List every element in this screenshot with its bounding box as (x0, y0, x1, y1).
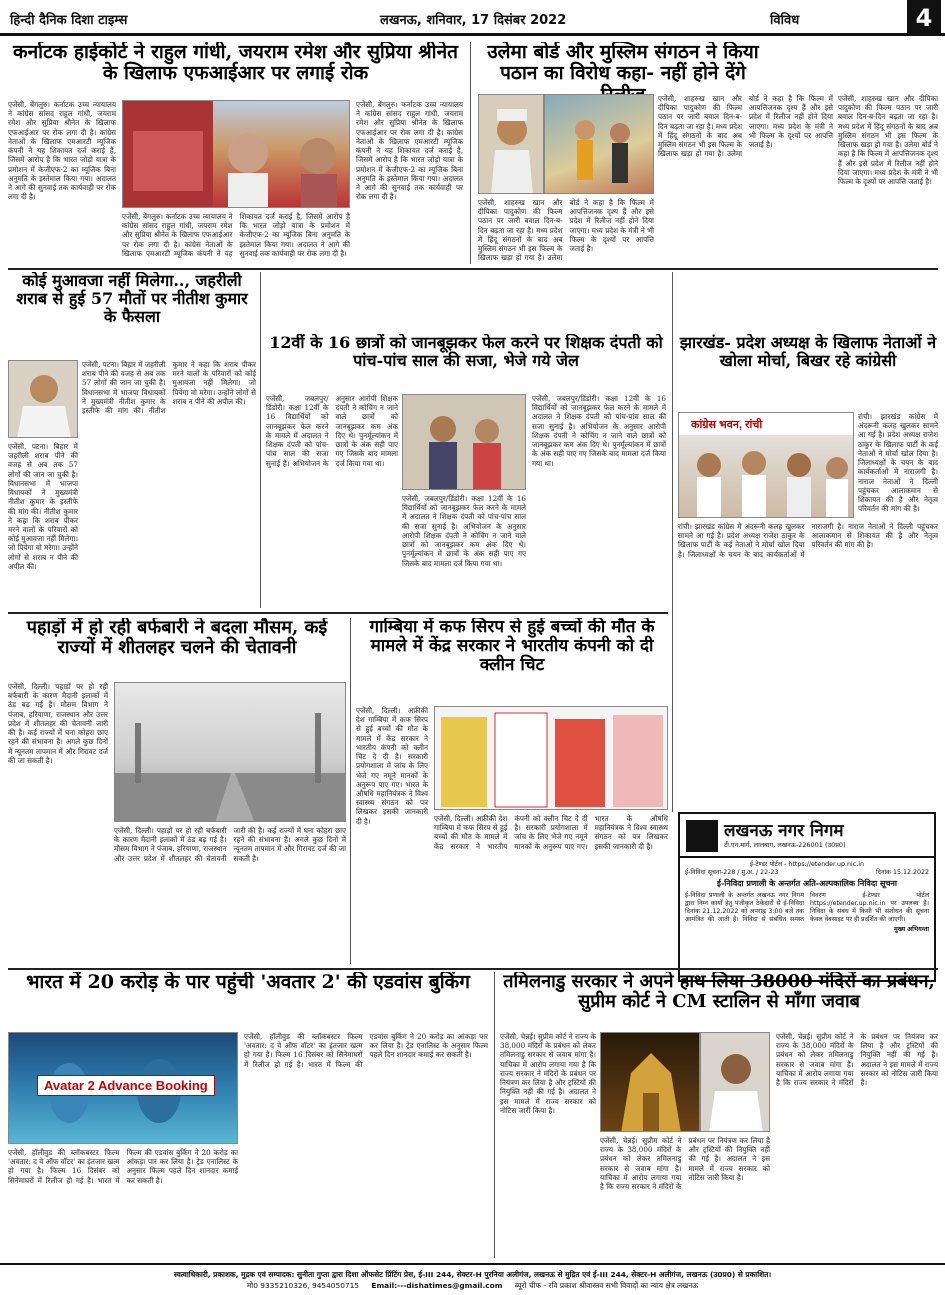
jharkhand-body (858, 412, 938, 518)
tamilnadu-body (500, 1032, 596, 1258)
divider (8, 968, 938, 970)
jharkhand-body-2 (678, 522, 938, 810)
nitish-body-col2: एजेंसी, पटना। बिहार में जहरीली शराब पीने की वजह से अब तक 57 लोगों की जान जा चुकी है। विधानसभा में भाजपा विधायकों ने मुख्यमंत्री नीतीश कुमार के इस्तीफे की मांग की। नीतीश कुमार ने कहा कि शराब पीकर मरने वालों के परिवारों को कोई मुआवजा नहीं मिलेगा। जो पियेगा वो मरेगा। उन्होंने लोगों से शराब न पीने की अपील की। (8, 442, 78, 571)
nagar-nigam-advert (678, 812, 936, 982)
story-avatar (8, 972, 488, 1258)
teachers-body-col2: एजेंसी, जबलपुर/डिंडोरी। कक्षा 12वीं के 16 विद्यार्थियों को जानबूझकर फेल करने के मामले में अदालत ने शिक्षक दंपती को पांच-पांच साल की सजा सुनाई है। अभियोजन के अनुसार आरोपी शिक्षक दंपती ने कोचिंग न जाने वाले छात्रों को जानबूझकर कम अंक दिए थे। पुनर्मूल्यांकन में छात्रों के अंक सही पाए गए जिसके बाद मामला दर्ज किया गया था। (402, 494, 526, 568)
advert-title: लखनऊ नगर निगम (724, 821, 844, 841)
advert-address: टी.एन.मार्ग, लालबाग, लखनऊ-226001 (उ0प्र0) (724, 841, 846, 849)
pathan-body-col3: एजेंसी, शाहरुख खान और दीपिका पादुकोण की फिल्म पठान पर जारी बवाल दिन-ब-दिन बढ़ता जा रहा है। मध्य प्रदेश में हिंदू संगठनों के बाद अब मुस्लिम संगठन भी इस फिल्म के खिलाफ खड़ा हो गया है। उलेमा बोर्ड ने कहा है कि फिल्म में आपत्तिजनक दृश्य हैं और इसे प्रदेश में रिलीज नहीं होने दिया जाएगा। मध्य प्रदेश के मंत्री ने भी फिल्म के दृश्यों पर आपत्ति जताई है। (838, 94, 938, 186)
story-jharkhand (678, 334, 938, 810)
advert-caption: ई-निविदा प्रणाली के अन्तर्गत अति-अल्पकालिक निविदा सूचना (717, 879, 897, 889)
teachers-body-2 (402, 494, 526, 608)
page-number: 4 (907, 0, 941, 36)
avatar-headline: भारत में 20 करोड़ के पार पहुंची 'अवतार 2' की एडवांस बुकिंग (26, 972, 470, 993)
pathan-body (478, 198, 654, 264)
pathan-headline: उलेमा बोर्ड और मुस्लिम संगठन ने किया पठान का विरोध कहा- नहीं होने देंगे (487, 42, 759, 85)
tamilnadu-headline: तमिलनाडु सरकार ने अपने हाथ लिया 38000 मंदिरों का प्रबंधन, सुप्रीम कोर्ट ने CM स्टालिन से माँगा जवाब (503, 972, 935, 1013)
tamilnadu-body-2 (600, 1136, 770, 1258)
karnataka-collage-image (123, 101, 350, 208)
karnataka-body-2 (122, 212, 350, 264)
imprint-line: स्वत्वाधिकारी, प्रकाशक, मुद्रक एवं सम्पादक: सुनीता गुप्ता द्वारा दिशा ऑफसेट प्रिंटिंग प्रेस, ई-III 244, सेक्टर-H पुरनिया अलीगंज, लखनऊ से मुद्रित एवं ई-III 244, सेक्टर-H अलीगंज, लखनऊ (उ0प्र0) से प्रकाशित। (173, 1270, 772, 1279)
gambia-body-col1: एजेंसी, दिल्ली। अफ्रीकी देश गाम्बिया में कफ सिरप से हुई बच्चों की मौत के मामले में केंद्र सरकार ने भारतीय कंपनी को क्लीन चिट दे दी है। सरकारी प्रयोगशाला में जांच के लिए भेजे गए नमूने मानकों के अनुरूप पाए गए। भारत के औषधि महानियंत्रक ने विश्व स्वास्थ्य संगठन को पत्र लिखकर इसकी जानकारी दी है। (356, 706, 428, 826)
pathan-body-3 (838, 94, 938, 264)
advert-portal: ई-टेण्डर पोर्टल - https://etender.up.nic.in (750, 861, 864, 868)
karnataka-body (8, 100, 116, 264)
jharkhand-body-col1: रांची। झारखंड कांग्रेस में अंदरूनी कलह खुलकर सामने आ गई है। प्रदेश अध्यक्ष राजेश ठाकुर के खिलाफ पार्टी के कई नेताओं ने मोर्चा खोल दिया है। जिलाध्यक्षों के चयन के बाद कार्यकर्ताओं में नाराजगी है। नाराज नेताओं ने दिल्ली पहुंचकर आलाकमान से शिकायत की है और नेतृत्व परिवर्तन की मांग की है। (858, 412, 938, 514)
pathan-body-col2: एजेंसी, शाहरुख खान और दीपिका पादुकोण की फिल्म पठान पर जारी बवाल दिन-ब-दिन बढ़ता जा रहा है। मध्य प्रदेश में हिंदू संगठनों के बाद अब मुस्लिम संगठन भी इस फिल्म के खिलाफ खड़ा हो गया है। उलेमा बोर्ड ने कहा है कि फिल्म में आपत्तिजनक दृश्य हैं और इसे प्रदेश में रिलीज नहीं होने दिया जाएगा। मध्य प्रदेश के मंत्री ने भी फिल्म के दृश्यों पर आपत्ति जताई है। (658, 94, 833, 159)
divider (494, 972, 495, 1258)
divider (350, 618, 351, 964)
karnataka-body-col3: एजेंसी, बेंगलुरु। कर्नाटक उच्च न्यायालय ने कांग्रेस सांसद राहुल गांधी, जयराम रमेश और सुप्रिया श्रीनेत के खिलाफ एफआईआर पर रोक लगा दी है। कांग्रेस नेताओं के खिलाफ एमआरटी म्यूजिक कंपनी ने यह शिकायत दर्ज कराई है, जिसमें आरोप है कि भारत जोड़ो यात्रा के प्रमोशन में केजीएफ-2 का म्यूजिक बिना अनुमति के इस्तेमाल किया गया। अदालत ने आगे की सुनवाई तक कार्यवाही पर रोक लगा दी है। (356, 100, 463, 202)
fog-road-image (115, 683, 346, 822)
advert-header (680, 814, 934, 858)
story-tamilnadu (500, 972, 938, 1258)
divider (8, 268, 938, 270)
gambia-photo (434, 706, 668, 810)
weather-headline: पहाड़ों में हो रही बर्फबारी ने बदला मौसम, कई राज्यों में शीतलहर चलने की चेतावनी (26, 618, 328, 659)
advert-notice-date: दिनांक 15.12.2022 (876, 869, 929, 877)
advert-signature: मुख्य अभियन्ता (894, 926, 929, 934)
stalin-portrait-image (701, 1033, 770, 1132)
imprint-footer (0, 1263, 945, 1295)
advert-notice-no: ई-निविदा सूचना-228 / मु.अ. / 22-23 (685, 869, 779, 877)
weather-body-2 (114, 826, 346, 964)
tamilnadu-body-3 (776, 1032, 938, 1258)
story-pathan (478, 42, 938, 264)
section-name: विविध (770, 13, 800, 28)
nitish-portrait-image (9, 361, 78, 438)
teachers-body-col1: एजेंसी, जबलपुर/डिंडोरी। कक्षा 12वीं के 16 विद्यार्थियों को जानबूझकर फेल करने के मामले में अदालत ने शिक्षक दंपती को पांच-पांच साल की सजा सुनाई है। अभियोजन के अनुसार आरोपी शिक्षक दंपती ने कोचिंग न जाने वाले छात्रों को जानबूझकर कम अंक दिए थे। पुनर्मूल्यांकन में छात्रों के अंक सही पाए गए जिसके बाद मामला दर्ज किया गया था। (266, 394, 398, 468)
tamilnadu-photo-stalin (700, 1032, 770, 1132)
advert-text: ई-निविदा प्रणाली के अन्तर्गत लखनऊ नगर निगम द्वारा निम्न कार्यों हेतु पंजीकृत ठेकेदारों से ई-निविदा दिनांक 21.12.2022 को अपराह्न 3:00 बजे तक आमंत्रित की जाती है। निविदा से संबंधित समस्त विवरण ई-टेण्डर पोर्टल https://etender.up.nic.in पर उपलब्ध है। निविदा के संबंध में किसी भी संशोधन की सूचना केवल वेबसाइट पर ही प्रदर्शित की जाएगी। (685, 891, 929, 924)
film-still-image (545, 95, 654, 194)
divider (672, 272, 673, 812)
cleric-image (479, 95, 544, 194)
jharkhand-body-col2: रांची। झारखंड कांग्रेस में अंदरूनी कलह खुलकर सामने आ गई है। प्रदेश अध्यक्ष राजेश ठाकुर के खिलाफ पार्टी के कई नेताओं ने मोर्चा खोल दिया है। जिलाध्यक्षों के चयन के बाद कार्यकर्ताओं में नाराजगी है। नाराज नेताओं ने दिल्ली पहुंचकर आलाकमान से शिकायत की है और नेतृत्व परिवर्तन की मांग की है। (678, 522, 938, 559)
masthead (0, 0, 945, 36)
teachers-body-col3: एजेंसी, जबलपुर/डिंडोरी। कक्षा 12वीं के 16 विद्यार्थियों को जानबूझकर फेल करने के मामले में अदालत ने शिक्षक दंपती को पांच-पांच साल की सजा सुनाई है। अभियोजन के अनुसार आरोपी शिक्षक दंपती ने कोचिंग न जाने वाले छात्रों को जानबूझकर कम अंक दिए थे। पुनर्मूल्यांकन में छात्रों के अंक सही पाए गए जिसके बाद मामला दर्ज किया गया था। (532, 394, 666, 468)
congress-bhawan-banner: कांग्रेस भवन, रांची (691, 419, 763, 431)
temple-image (601, 1033, 700, 1132)
tamilnadu-body-col1: एजेंसी, चेन्नई। सुप्रीम कोर्ट ने राज्य के 38,000 मंदिरों के प्रबंधन को लेकर तमिलनाडु सरकार से जवाब मांगा है। याचिका में आरोप लगाया गया है कि राज्य सरकार ने मंदिरों के प्रबंधन पर नियंत्रण कर लिया है और ट्रस्टियों की नियुक्ति नहीं की गई है। अदालत ने इस मामले में राज्य सरकार को नोटिस जारी किया है। (500, 1032, 596, 1115)
teachers-photo (402, 394, 526, 490)
avatar-body-col1: एजेंसी, हॉलीवुड की ब्लॉकबस्टर फिल्म 'अवतार: द वे ऑफ वॉटर' का इंतजार खत्म हो गया है। फिल्म 16 दिसंबर को सिनेमाघरों में रिलीज हो गई है। भारत में फिल्म की एडवांस बुकिंग ने 20 करोड़ का आंकड़ा पार कर लिया है। ट्रेड एनालिस्ट के अनुसार फिल्म पहले दिन शानदार कमाई कर सकती है। (8, 1148, 238, 1185)
pathan-photo-cleric (478, 94, 544, 194)
weather-photo (114, 682, 346, 822)
nagar-nigam-logo-icon (686, 820, 718, 852)
story-karnataka (8, 42, 463, 264)
divider (8, 612, 668, 614)
jharkhand-headline: झारखंड- प्रदेश अध्यक्ष के खिलाफ नेताओं ने खोला मोर्चा, बिखर रहे कांग्रेसी (679, 334, 937, 370)
karnataka-body-col1: एजेंसी, बेंगलुरु। कर्नाटक उच्च न्यायालय ने कांग्रेस सांसद राहुल गांधी, जयराम रमेश और सुप्रिया श्रीनेत के खिलाफ एफआईआर पर रोक लगा दी है। कांग्रेस नेताओं के खिलाफ एमआरटी म्यूजिक कंपनी ने यह शिकायत दर्ज कराई है, जिसमें आरोप है कि भारत जोड़ो यात्रा के प्रमोशन में केजीएफ-2 का म्यूजिक बिना अनुमति के इस्तेमाल किया गया। अदालत ने आगे की सुनवाई तक कार्यवाही पर रोक लगा दी है। (8, 100, 116, 202)
avatar-banner: Avatar 2 Advance Booking (37, 1075, 215, 1096)
paper-name: हिन्दी दैनिक दिशा टाइम्स (10, 13, 128, 28)
karnataka-headline: कर्नाटक हाईकोर्ट ने राहुल गांधी, जयराम रमेश और सुप्रिया श्रीनेत के खिलाफ एफआईआर पर लगाई रोक (13, 42, 458, 85)
cough-syrup-bottles-image (435, 707, 668, 810)
karnataka-body-3 (356, 100, 463, 264)
jharkhand-photo (678, 412, 854, 518)
nitish-body-2 (8, 442, 78, 608)
gambia-headline: गाम्बिया में कफ सिरप से हुई बच्चों की मौत के मामले में केंद्र सरकार ने भारतीय कंपनी को दी क्लीन चिट (369, 618, 655, 676)
gambia-body (356, 706, 428, 964)
teachers-couple-image (403, 395, 526, 490)
weather-body-col2: एजेंसी, दिल्ली। पहाड़ों पर हो रही बर्फबारी के कारण मैदानी इलाकों में ठंड बढ़ गई है। मौसम विभाग ने पंजाब, हरियाणा, राजस्थान और उत्तर प्रदेश में शीतलहर की चेतावनी जारी की है। कई राज्यों में घना कोहरा छाए रहने की संभावना है। अगले कुछ दिनों में न्यूनतम तापमान में और गिरावट दर्ज की जा सकती है। (114, 826, 346, 863)
pathan-body-2 (658, 94, 833, 264)
contact-numbers: मो0 9335210326, 9454050715 (246, 1281, 360, 1291)
weather-body (8, 682, 108, 964)
weather-body-col1: एजेंसी, दिल्ली। पहाड़ों पर हो रही बर्फबारी के कारण मैदानी इलाकों में ठंड बढ़ गई है। मौसम विभाग ने पंजाब, हरियाणा, राजस्थान और उत्तर प्रदेश में शीतलहर की चेतावनी जारी की है। कई राज्यों में घना कोहरा छाए रहने की संभावना है। अगले कुछ दिनों में न्यूनतम तापमान में और गिरावट दर्ज की जा सकती है। (8, 682, 108, 765)
advert-body (680, 858, 934, 938)
nitish-photo (8, 360, 78, 438)
tamilnadu-body-col3: एजेंसी, चेन्नई। सुप्रीम कोर्ट ने राज्य के 38,000 मंदिरों के प्रबंधन को लेकर तमिलनाडु सरकार से जवाब मांगा है। याचिका में आरोप लगाया गया है कि राज्य सरकार ने मंदिरों के प्रबंधन पर नियंत्रण कर लिया है और ट्रस्टियों की नियुक्ति नहीं की गई है। अदालत ने इस मामले में राज्य सरकार को नोटिस जारी किया है। (776, 1032, 938, 1088)
divider (260, 272, 261, 608)
gambia-body-2 (434, 814, 668, 964)
dateline: लखनऊ, शनिवार, 17 दिसंबर 2022 (380, 13, 567, 28)
pathan-body-col1: एजेंसी, शाहरुख खान और दीपिका पादुकोण की फिल्म पठान पर जारी बवाल दिन-ब-दिन बढ़ता जा रहा है। मध्य प्रदेश में हिंदू संगठनों के बाद अब मुस्लिम संगठन भी इस फिल्म के खिलाफ खड़ा हो गया है। उलेमा बोर्ड ने कहा है कि फिल्म में आपत्तिजनक दृश्य हैं और इसे प्रदेश में रिलीज नहीं होने दिया जाएगा। मध्य प्रदेश के मंत्री ने भी फिल्म के दृश्यों पर आपत्ति जताई है। (478, 198, 654, 263)
nitish-body (82, 360, 256, 608)
teachers-body-3 (532, 394, 666, 608)
tamilnadu-photo-temple (600, 1032, 700, 1132)
avatar-body (8, 1148, 238, 1258)
bureau-chief: ब्यूरो चीफ - रवि प्रकाश श्रीवास्तव सभी विवादों का न्याय क्षेत्र लखनऊ (514, 1281, 699, 1291)
contact-email[interactable]: Email:---dishatimes@gmail.com (371, 1281, 503, 1291)
teachers-body (266, 394, 398, 608)
pathan-photo-film (544, 94, 654, 194)
tamilnadu-body-col2: एजेंसी, चेन्नई। सुप्रीम कोर्ट ने राज्य के 38,000 मंदिरों के प्रबंधन को लेकर तमिलनाडु सरकार से जवाब मांगा है। याचिका में आरोप लगाया गया है कि राज्य सरकार ने मंदिरों के प्रबंधन पर नियंत्रण कर लिया है और ट्रस्टियों की नियुक्ति नहीं की गई है। अदालत ने इस मामले में राज्य सरकार को नोटिस जारी किया है। (600, 1136, 770, 1192)
story-gambia (356, 618, 668, 964)
avatar-body-col2: एजेंसी, हॉलीवुड की ब्लॉकबस्टर फिल्म 'अवतार: द वे ऑफ वॉटर' का इंतजार खत्म हो गया है। फिल्म 16 दिसंबर को सिनेमाघरों में रिलीज हो गई है। भारत में फिल्म की एडवांस बुकिंग ने 20 करोड़ का आंकड़ा पार कर लिया है। ट्रेड एनालिस्ट के अनुसार फिल्म पहले दिन शानदार कमाई कर सकती है। (244, 1032, 488, 1069)
divider (470, 42, 471, 264)
story-teachers (266, 334, 666, 608)
avatar-body-2 (244, 1032, 488, 1258)
nitish-headline: कोई मुआवजा नहीं मिलेगा.., जहरीली शराब से हुई 57 मौतों पर नीतीश कुमार के फैसला (16, 272, 248, 326)
story-nitish (8, 272, 256, 608)
nitish-body-col1: एजेंसी, पटना। बिहार में जहरीली शराब पीने की वजह से अब तक 57 लोगों की जान जा चुकी है। विधानसभा में भाजपा विधायकों ने मुख्यमंत्री नीतीश कुमार के इस्तीफे की मांग की। नीतीश कुमार ने कहा कि शराब पीकर मरने वालों के परिवारों को कोई मुआवजा नहीं मिलेगा। जो पियेगा वो मरेगा। उन्होंने लोगों से शराब न पीने की अपील की। (82, 360, 256, 416)
karnataka-photo (122, 100, 350, 208)
gambia-body-col2: एजेंसी, दिल्ली। अफ्रीकी देश गाम्बिया में कफ सिरप से हुई बच्चों की मौत के मामले में केंद्र सरकार ने भारतीय कंपनी को क्लीन चिट दे दी है। सरकारी प्रयोगशाला में जांच के लिए भेजे गए नमूने मानकों के अनुरूप पाए गए। भारत के औषधि महानियंत्रक ने विश्व स्वास्थ्य संगठन को पत्र लिखकर इसकी जानकारी दी है। (434, 814, 668, 851)
avatar-photo (8, 1032, 238, 1144)
teachers-headline: 12वीं के 16 छात्रों को जानबूझकर फेल करने पर शिक्षक दंपती को पांच-पांच साल की सजा, भेजे गये जेल (269, 334, 663, 370)
karnataka-body-col2: एजेंसी, बेंगलुरु। कर्नाटक उच्च न्यायालय ने कांग्रेस सांसद राहुल गांधी, जयराम रमेश और सुप्रिया श्रीनेत के खिलाफ एफआईआर पर रोक लगा दी है। कांग्रेस नेताओं के खिलाफ एमआरटी म्यूजिक कंपनी ने यह शिकायत दर्ज कराई है, जिसमें आरोप है कि भारत जोड़ो यात्रा के प्रमोशन में केजीएफ-2 का म्यूजिक बिना अनुमति के इस्तेमाल किया गया। अदालत ने आगे की सुनवाई तक कार्यवाही पर रोक लगा दी है। (122, 212, 350, 258)
story-weather (8, 618, 346, 964)
